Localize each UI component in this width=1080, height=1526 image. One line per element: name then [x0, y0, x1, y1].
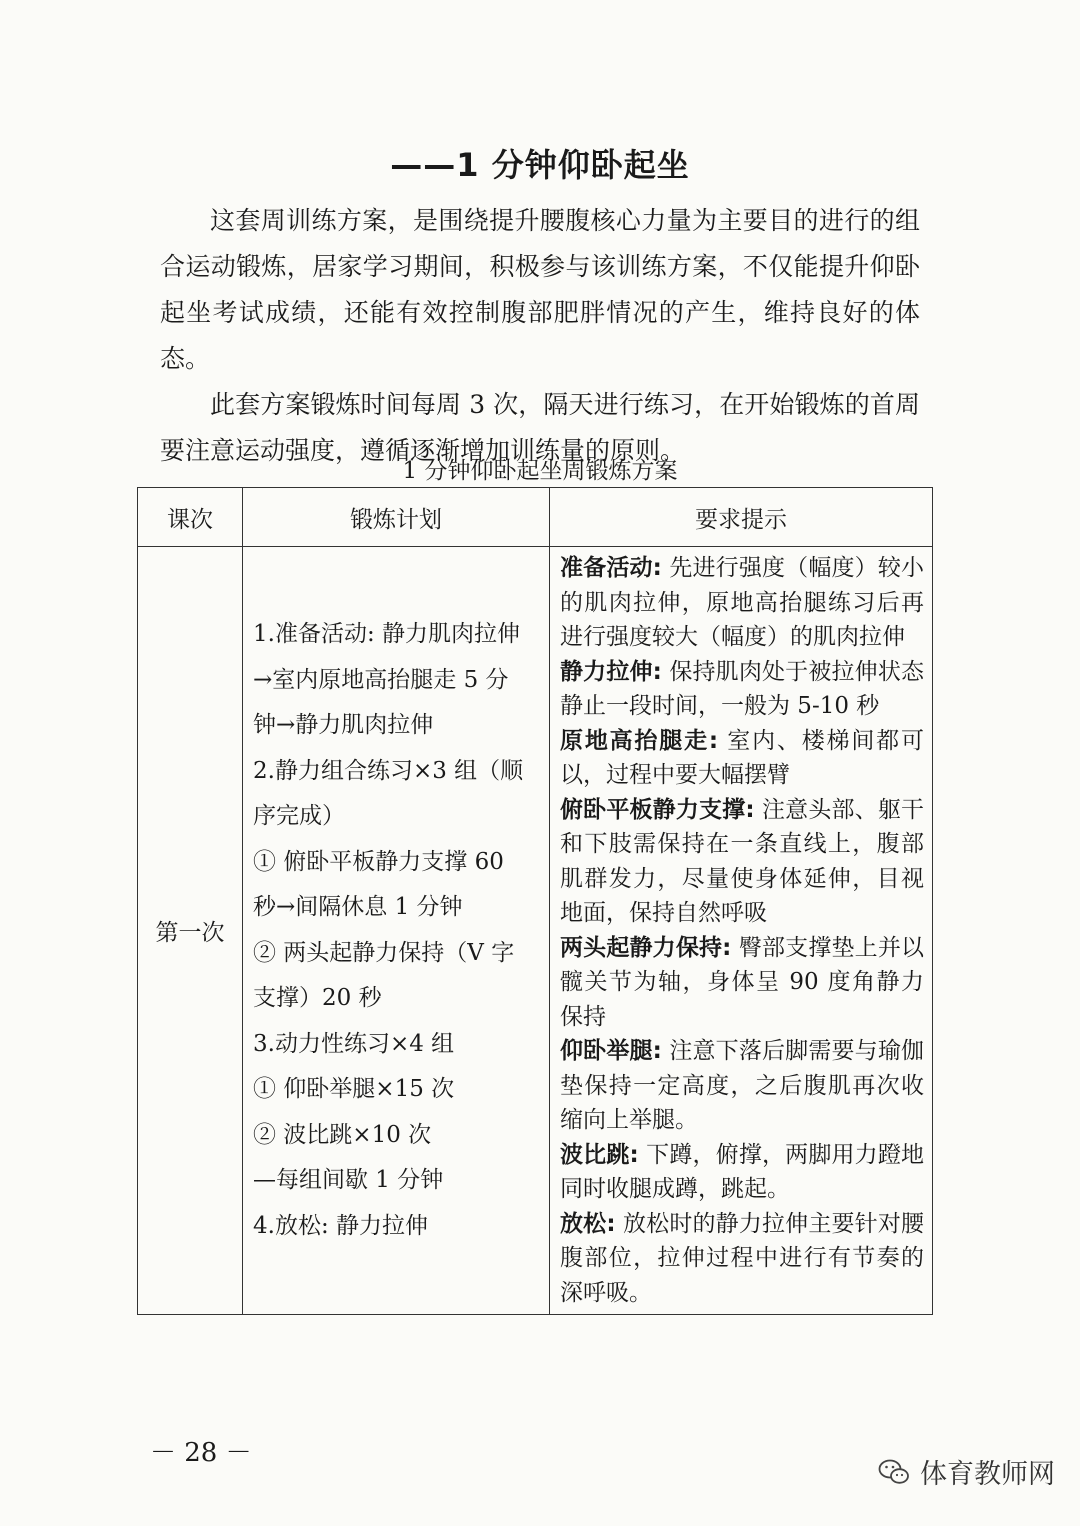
tip-text: 注意头部、躯干和下肢需保持在一条直线上，腹部肌群发力，尽量使身体延伸，目视地面，保持自然呼吸	[560, 796, 925, 926]
plan-line: →室内原地高抬腿走 5 分	[253, 666, 509, 693]
tip-term: 放松:	[560, 1210, 616, 1237]
watermark	[878, 1452, 1055, 1491]
tip-item	[560, 1034, 924, 1138]
plan-cell	[243, 547, 550, 1315]
plan-line: 支撑）20 秒	[253, 985, 382, 1011]
tip-text: 注意下落后脚需要与瑜伽垫保持一定高度，之后腹肌再次收缩向上举腿。	[560, 1038, 925, 1133]
tip-term: 原地高抬腿走:	[560, 727, 719, 754]
table-caption: 1 分钟仰卧起坐周锻炼方案	[402, 458, 678, 484]
plan-line: 4.放松: 静力拉伸	[253, 1212, 429, 1239]
plan-line: 3.动力性练习×4 组	[253, 1030, 455, 1057]
tip-term: 仰卧举腿:	[560, 1038, 662, 1064]
tip-term: 两头起静力保持:	[560, 934, 732, 961]
page-title: ——1 分钟仰卧起坐	[390, 146, 690, 184]
plan-line: 2.静力组合练习×3 组（顺	[253, 757, 524, 784]
tip-item	[560, 931, 924, 1035]
tip-text: 臀部支撑垫上并以髋关节为轴，身体呈 90 度角静力保持	[560, 934, 924, 1030]
tip-text: 放松时的静力拉伸主要针对腰腹部位，拉伸过程中进行有节奏的深呼吸。	[560, 1210, 924, 1306]
page-number: － 28 －	[150, 1438, 252, 1468]
plan-line: —每组间歇 1 分钟	[253, 1167, 444, 1193]
plan-line: ① 仰卧举腿×15 次	[253, 1076, 455, 1102]
tip-text: 下蹲，俯撑，两脚用力蹬地同时收腿成蹲，跳起。	[560, 1141, 925, 1202]
tip-term: 静力拉伸:	[560, 658, 662, 685]
tips-cell	[550, 547, 933, 1315]
wechat-icon	[878, 1458, 910, 1486]
header-session: 课次	[138, 488, 243, 547]
table-row	[138, 547, 933, 1315]
tip-item	[560, 1207, 924, 1311]
tip-item	[560, 551, 924, 655]
tip-text: 室内、楼梯间都可以，过程中要大幅摆臂	[560, 727, 924, 788]
plan-line: 1.准备活动: 静力肌肉拉伸	[253, 621, 521, 647]
header-plan: 锻炼计划	[243, 488, 550, 547]
tip-item	[560, 724, 924, 793]
session-cell: 第一次	[138, 547, 243, 1315]
tip-item	[560, 793, 924, 931]
plan-line: 钟→静力肌肉拉伸	[253, 712, 434, 738]
tip-term: 准备活动:	[560, 555, 662, 581]
intro-paragraph: 这套周训练方案，是围绕提升腰腹核心力量为主要目的进行的组合运动锻炼，居家学习期间，积极参与该训练方案，不仅能提升仰卧起坐考试成绩，还能有效控制腹部肥胖情况的产生，维持良好的体态。	[160, 206, 920, 373]
plan-line: 序完成）	[253, 803, 345, 829]
intro-paragraph: 此套方案锻炼时间每周 3 次，隔天进行练习，在开始锻炼的首周要注意运动强度，遵循逐渐增加训练量的原则。	[160, 390, 920, 465]
tip-text: 保持肌肉处于被拉伸状态静止一段时间，一般为 5-10 秒	[560, 658, 925, 719]
table-header-row	[138, 488, 933, 547]
tip-term: 俯卧平板静力支撑:	[560, 796, 755, 823]
tip-item	[560, 655, 924, 724]
header-tips: 要求提示	[550, 488, 933, 547]
watermark-text: 体育教师网	[920, 1459, 1055, 1490]
tip-term: 波比跳:	[560, 1141, 639, 1168]
tip-text: 先进行强度（幅度）较小的肌肉拉伸，原地高抬腿练习后再进行强度较大（幅度）的肌肉拉伸	[560, 555, 925, 650]
plan-line: 秒→间隔休息 1 分钟	[253, 894, 463, 920]
plan-line: ② 两头起静力保持（V 字	[253, 939, 515, 966]
training-plan-table	[137, 487, 933, 1315]
plan-line: ① 俯卧平板静力支撑 60	[253, 848, 504, 875]
plan-line: ② 波比跳×10 次	[253, 1121, 432, 1148]
intro-text	[160, 198, 920, 474]
tip-item	[560, 1138, 924, 1207]
